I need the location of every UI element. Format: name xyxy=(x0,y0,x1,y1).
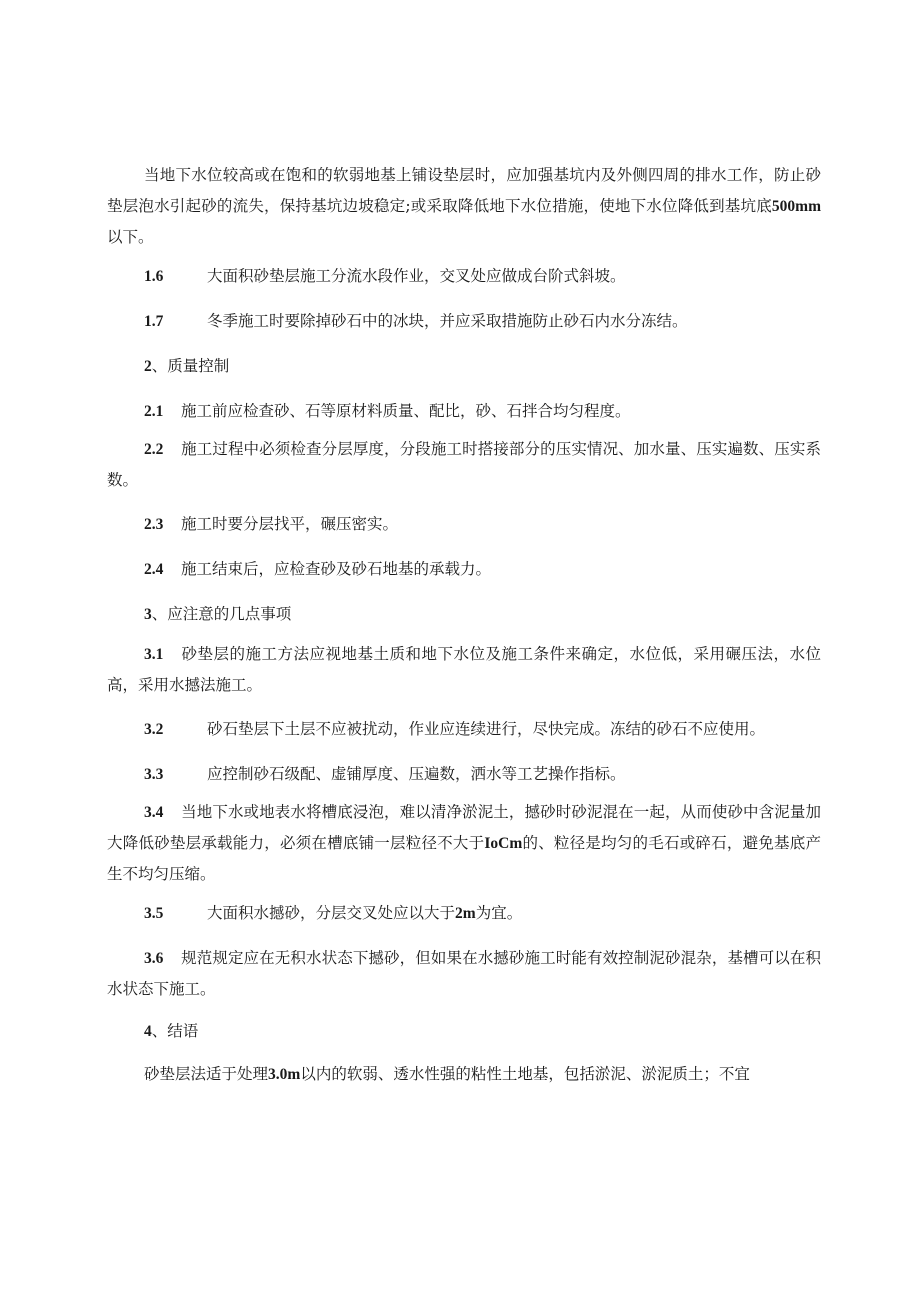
paragraph-text: 以下。 xyxy=(107,228,154,246)
paragraph-text: 当地下水或地表水将槽底浸泡，难以清净淤泥土，撼砂时砂泥混在一起，从而使砂中含泥量加大降低砂垫层承载能力，必须在槽底铺一层粒径不大于 xyxy=(107,803,821,852)
heading-number: 2 xyxy=(144,358,152,375)
heading-text: 、应注意的几点事项 xyxy=(151,605,292,623)
section-heading-3 xyxy=(107,599,821,630)
paragraph-3-3 xyxy=(107,759,821,790)
section-number: 1.7 xyxy=(144,313,164,330)
paragraph-text: 大面积砂垫层施工分流水段作业，交叉处应做成台阶式斜坡。 xyxy=(207,267,626,285)
paragraph-2-1 xyxy=(107,396,821,427)
section-number: 3.4 xyxy=(144,804,164,821)
paragraph-conclusion xyxy=(107,1059,821,1090)
section-number: 2.4 xyxy=(144,561,164,578)
paragraph-text: 施工时要分层找平，碾压密实。 xyxy=(181,515,399,533)
paragraph-text: 砂垫层的施工方法应视地基土质和地下水位及施工条件来确定，水位低，采用碾压法，水位高，采用水撼法施工。 xyxy=(107,645,821,694)
section-number: 3.3 xyxy=(144,766,164,783)
section-number: 2.3 xyxy=(144,516,164,533)
section-number: 3.1 xyxy=(144,646,164,663)
paragraph-text: 冬季施工时要除掉砂石中的冰块，并应采取措施防止砂石内水分冻结。 xyxy=(207,312,688,330)
heading-text: 、质量控制 xyxy=(151,357,230,375)
paragraph-text: 砂垫层法适于处理 xyxy=(144,1065,269,1083)
paragraph-2-3 xyxy=(107,509,821,540)
section-heading-4 xyxy=(107,1016,821,1047)
paragraph-text: 以内的软弱、透水性强的粘性土地基，包括淤泥、淤泥质土；不宜 xyxy=(300,1065,750,1083)
heading-number: 4 xyxy=(144,1023,152,1040)
paragraph-3-6 xyxy=(107,943,821,1005)
bold-value: 500mm xyxy=(771,198,821,215)
paragraph-3-4 xyxy=(107,797,821,890)
paragraph-3-2 xyxy=(107,714,821,745)
paragraph-3-5 xyxy=(107,898,821,929)
bold-value: IoCm xyxy=(484,835,523,852)
paragraph-2-2 xyxy=(107,434,821,496)
paragraph-3-1 xyxy=(107,639,821,701)
section-number: 1.6 xyxy=(144,268,164,285)
paragraph-1-6 xyxy=(107,261,821,292)
paragraph-text: 施工结束后，应检查砂及砂石地基的承载力。 xyxy=(181,560,492,578)
paragraph-intro xyxy=(107,160,821,253)
section-number: 3.5 xyxy=(144,905,164,922)
paragraph-text: 的、粒径是均匀的毛石或碎石，避免基底产生不均匀压缩。 xyxy=(107,834,821,883)
bold-value: 2m xyxy=(455,905,476,922)
heading-number: 3 xyxy=(144,606,152,623)
section-number: 3.2 xyxy=(144,721,164,738)
paragraph-text: 当地下水位较高或在饱和的软弱地基上铺设垫层时，应加强基坑内及外侧四周的排水工作，防止砂垫层泡水引起砂的流失，保持基坑边坡稳定;或采取降低地下水位措施，使地下水位降低到基坑底 xyxy=(107,166,821,215)
paragraph-text: 施工过程中必须检查分层厚度，分段施工时搭接部分的压实情况、加水量、压实遍数、压实系数。 xyxy=(107,440,821,489)
paragraph-text: 为宜。 xyxy=(475,904,523,922)
section-number: 2.1 xyxy=(144,403,164,420)
paragraph-text: 砂石垫层下土层不应被扰动，作业应连续进行，尽快完成。冻结的砂石不应使用。 xyxy=(207,720,766,738)
paragraph-text: 应控制砂石级配、虚铺厚度、压遍数，洒水等工艺操作指标。 xyxy=(207,765,626,783)
heading-text: 、结语 xyxy=(151,1022,199,1040)
section-heading-2 xyxy=(107,351,821,382)
paragraph-text: 施工前应检查砂、石等原材料质量、配比，砂、石拌合均匀程度。 xyxy=(181,402,631,420)
paragraph-1-7 xyxy=(107,306,821,337)
bold-value: 3.0m xyxy=(268,1066,301,1083)
paragraph-text: 规范规定应在无积水状态下撼砂，但如果在水撼砂施工时能有效控制泥砂混杂，基槽可以在积水状态下施工。 xyxy=(107,949,821,998)
section-number: 3.6 xyxy=(144,950,164,967)
paragraph-2-4 xyxy=(107,554,821,585)
paragraph-text: 大面积水撼砂，分层交叉处应以大于 xyxy=(207,904,456,922)
section-number: 2.2 xyxy=(144,441,164,458)
